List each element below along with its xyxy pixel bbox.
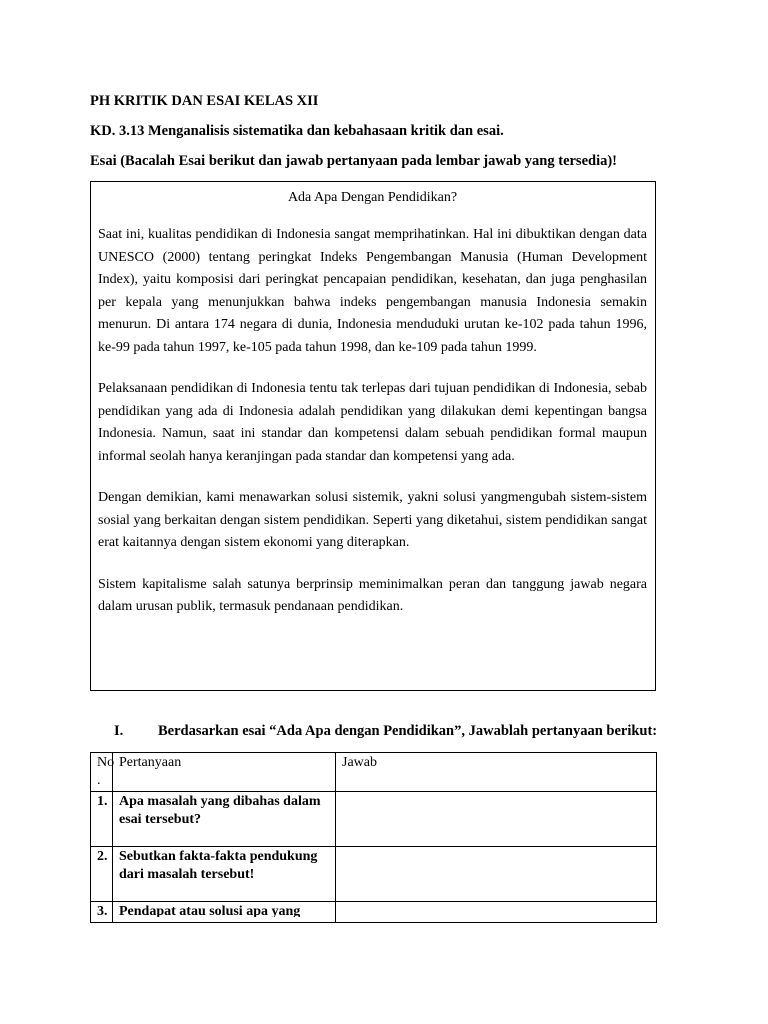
table-row (91, 847, 657, 902)
row-question: Sebutkan fakta-fakta pendukung dari masalah tersebut! (113, 847, 336, 902)
essay-paragraph-3: Dengan demikian, kami menawarkan solusi sistemik, yakni solusi yangmengubah sistem-sistem sosial yang berkaitan dengan sistem pendidikan. Seperti yang diketahui, sistem pendidikan sangat erat kaitannya dengan sistem ekonomi yang diterapkan. (98, 490, 647, 550)
row-number: 1. (91, 792, 113, 847)
essay-box (90, 181, 656, 691)
section-heading (114, 723, 657, 740)
row-question (113, 902, 336, 923)
header-answer: Jawab (336, 753, 657, 792)
document-title: PH KRITIK DAN ESAI KELAS XII (90, 93, 319, 109)
essay-paragraph-1: Saat ini, kualitas pendidikan di Indonesia sangat memprihatinkan. Hal ini dibuktikan dengan data UNESCO (2000) tentang peringkat Indeks Pengembangan Manusia (Human Development Index), yaitu komposisi dari peringkat pencapaian pendidikan, kesehatan, dan juga penghasilan per kepala yang menunjukkan bahwa indeks pengembangan manusia Indonesia semakin menurun. Di antara 174 negara di dunia, Indonesia menduduki urutan ke-102 pada tahun 1996, ke-99 pada tahun 1997, ke-105 pada tahun 1998, dan ke-109 pada tahun 1999. (98, 227, 647, 355)
essay-title: Ada Apa Dengan Pendidikan? (287, 190, 458, 205)
instruction-line: Esai (Bacalah Esai berikut dan jawab pertanyaan pada lembar jawab yang tersedia)! (90, 153, 618, 169)
header-question: Pertanyaan (113, 753, 336, 792)
table-header-row (91, 753, 657, 792)
row-question: Apa masalah yang dibahas dalam esai tersebut? (113, 792, 336, 847)
row-number: 3. (91, 902, 113, 923)
row-number: 2. (91, 847, 113, 902)
essay-paragraph-2: Pelaksanaan pendidikan di Indonesia tentu tak terlepas dari tujuan pendidikan di Indonesia, sebab pendidikan yang ada di Indonesia adalah pendidikan yang dilakukan demi kepentingan bangsa Indonesia. Namun, saat ini standar dan kompetensi dalam sebuah pendidikan formal maupun informal seolah hanya keranjingan pada standar dan kompetensi yang ada. (98, 381, 647, 464)
header-no: No . (91, 753, 113, 792)
section-number: I. (114, 723, 124, 739)
kd-line: KD. 3.13 Menganalisis sistematika dan kebahasaan kritik dan esai. (90, 123, 504, 139)
answer-cell[interactable] (336, 792, 657, 847)
table-row (91, 792, 657, 847)
answer-cell[interactable] (336, 847, 657, 902)
question-table (90, 752, 657, 923)
row-question-text: Pendapat atau solusi apa yang (119, 904, 301, 917)
answer-cell[interactable] (336, 902, 657, 923)
essay-paragraph-4: Sistem kapitalisme salah satunya berprinsip meminimalkan peran dan tanggung jawab negara dalam urusan publik, termasuk pendanaan pendidikan. (98, 576, 647, 614)
section-text: Berdasarkan esai “Ada Apa dengan Pendidikan”, Jawablah pertanyaan berikut: (158, 723, 658, 739)
table-row (91, 902, 657, 923)
